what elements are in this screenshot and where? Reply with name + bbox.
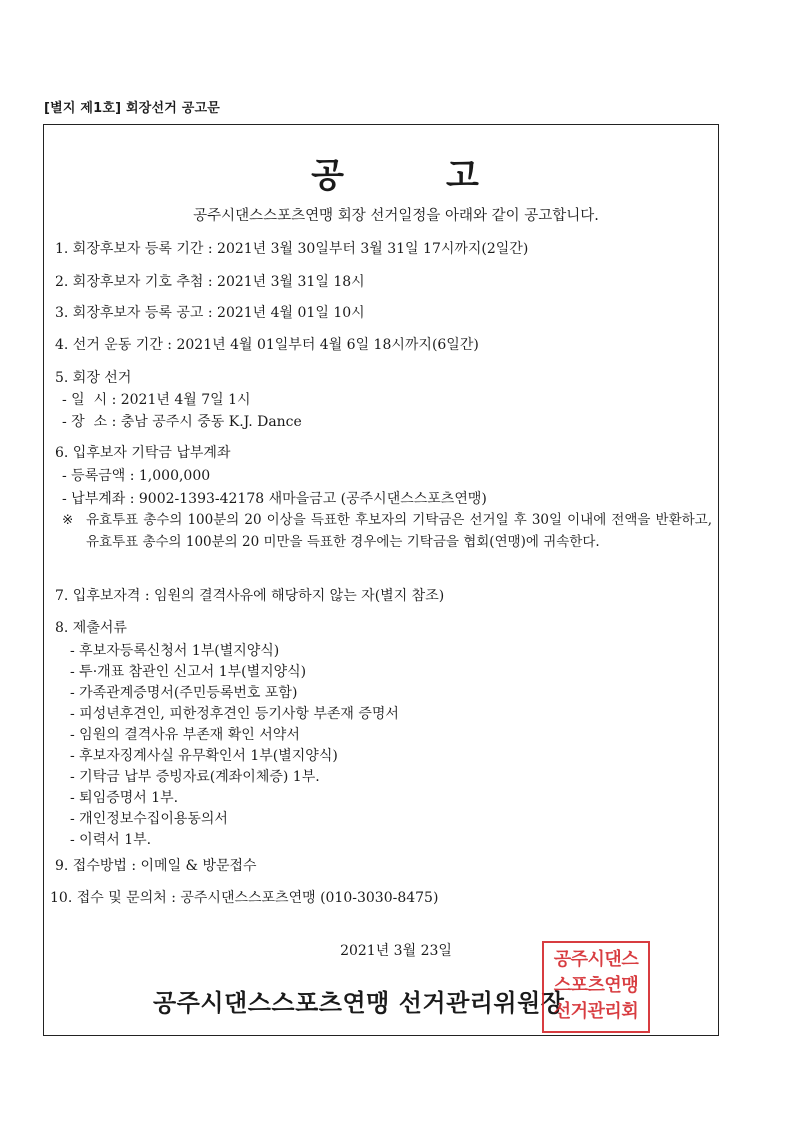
form-header: [별지 제1호] 회장선거 공고문 xyxy=(44,101,221,116)
note-text: 유효투표 총수의 100분의 20 이상을 득표한 후보자의 기탁금은 선거일 후 30일 이내에 전액을 반환하고, 유효투표 총수의 100분의 20 미만을 득표한 경우에는 기탁금을 협회(연맹)에 귀속한다. xyxy=(86,512,712,550)
doc-item: - 퇴임증명서 1부. xyxy=(70,790,179,806)
doc-item: - 가족관계증명서(주민등록번호 포함) xyxy=(70,685,298,701)
doc-item: - 임원의 결격사유 부존재 확인 서약서 xyxy=(70,727,300,743)
doc-item: - 투·개표 참관인 신고서 1부(별지양식) xyxy=(70,664,307,680)
item-8: 8. 제출서류 xyxy=(55,620,127,636)
intro-text: 공주시댄스스포츠연맹 회장 선거일정을 아래와 같이 공고합니다. xyxy=(193,208,599,224)
item-6-account: - 납부계좌 : 9002-1393-42178 새마을금고 (공주시댄스스포츠연맹) xyxy=(62,491,487,507)
doc-item: - 피성년후견인, 피한정후견인 등기사항 부존재 증명서 xyxy=(70,706,399,722)
doc-item: - 후보자징계사실 유무확인서 1부(별지양식) xyxy=(70,748,338,764)
item-2: 2. 회장후보자 기호 추첨 : 2021년 3월 31일 18시 xyxy=(55,274,365,290)
notice-date: 2021년 3월 23일 xyxy=(340,943,452,959)
doc-item: - 개인정보수집이용동의서 xyxy=(70,811,228,827)
item-10: 10. 접수 및 문의처 : 공주시댄스스포츠연맹 (010-3030-8475) xyxy=(50,890,439,906)
doc-item: - 후보자등록신청서 1부(별지양식) xyxy=(70,643,280,659)
seal-line-3: 선거관리회 xyxy=(553,1001,639,1022)
seal-line-2: 스포츠연맹 xyxy=(553,975,639,996)
item-3: 3. 회장후보자 등록 공고 : 2021년 4월 01일 10시 xyxy=(55,305,365,321)
item-5-place: - 장 소 : 충남 공주시 중동 K.J. Dance xyxy=(62,414,302,430)
title-char-1: 공 xyxy=(311,156,346,196)
seal-line-1: 공주시댄스 xyxy=(553,949,639,970)
item-4: 4. 선거 운동 기간 : 2021년 4월 01일부터 4월 6일 18시까지(6일간) xyxy=(55,337,479,353)
item-9: 9. 접수방법 : 이메일 & 방문접수 xyxy=(55,858,257,874)
item-6: 6. 입후보자 기탁금 납부계좌 xyxy=(55,445,231,461)
note-mark: ※ xyxy=(62,512,74,528)
doc-item: - 기탁금 납부 증빙자료(계좌이체증) 1부. xyxy=(70,769,320,785)
notice-title xyxy=(0,148,792,197)
official-seal xyxy=(542,941,650,1033)
item-5: 5. 회장 선거 xyxy=(55,370,132,386)
title-char-2: 고 xyxy=(446,156,481,196)
item-7: 7. 입후보자격 : 임원의 결격사유에 해당하지 않는 자(별지 참조) xyxy=(55,588,445,604)
doc-item: - 이력서 1부. xyxy=(70,832,152,848)
deposit-note xyxy=(62,510,712,553)
item-6-amount: - 등록금액 : 1,000,000 xyxy=(62,468,211,484)
item-1: 1. 회장후보자 등록 기간 : 2021년 3월 30일부터 3월 31일 17시까지(2일간) xyxy=(55,241,529,257)
signature: 공주시댄스스포츠연맹 선거관리위원장 xyxy=(153,989,565,1017)
item-5-date: - 일 시 : 2021년 4월 7일 1시 xyxy=(62,392,251,408)
